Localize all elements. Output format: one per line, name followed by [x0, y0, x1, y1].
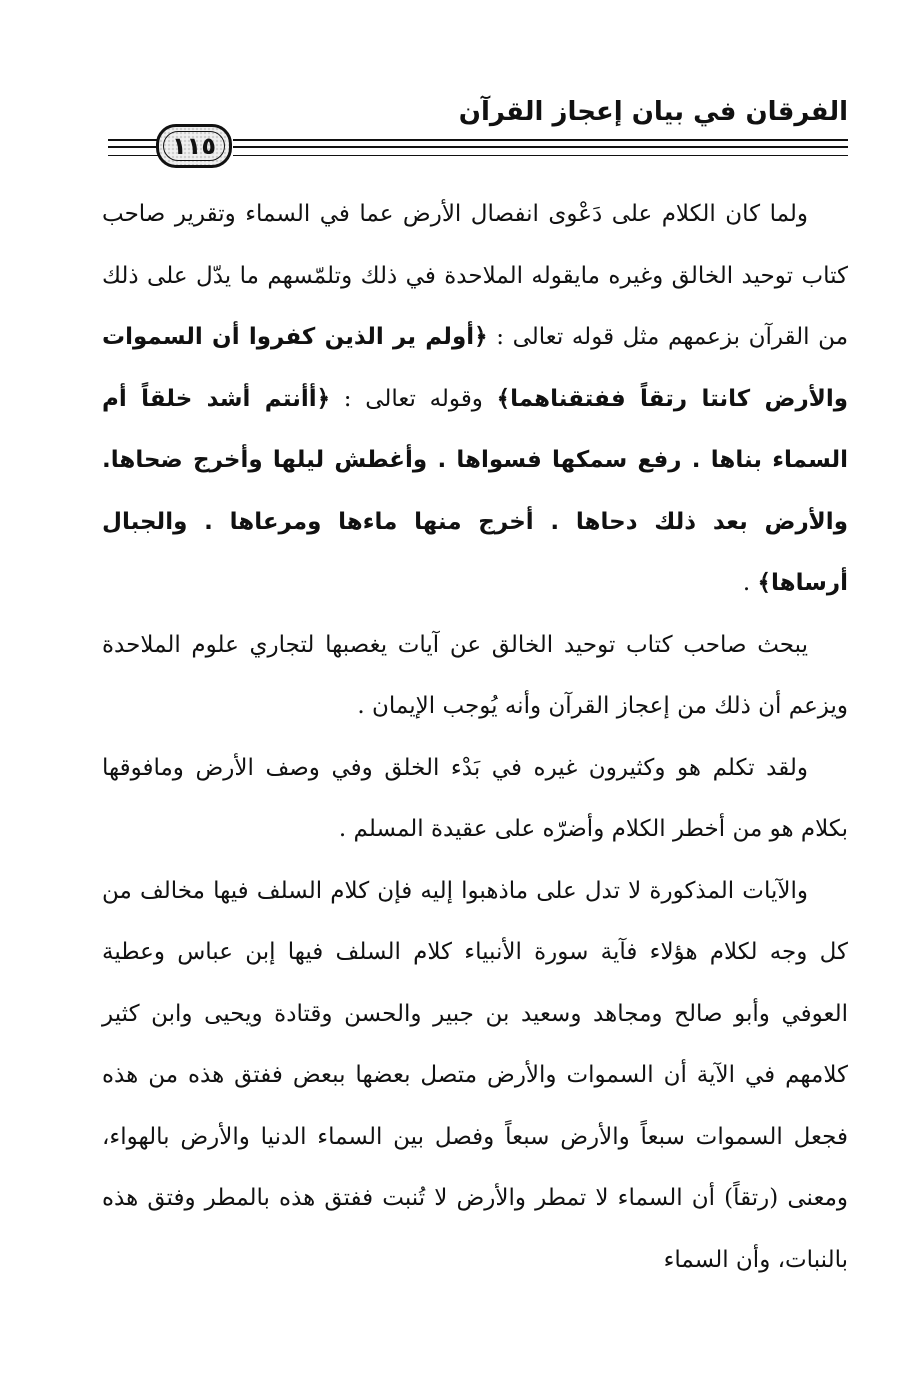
paragraph: [102, 738, 848, 861]
header-rule: [108, 146, 158, 148]
paragraph-text: وقوله تعالى :: [330, 385, 497, 412]
header-rule: [233, 155, 848, 156]
header-rule: [233, 139, 848, 141]
quran-verse: ﴿أولم ير الذين كفروا أن السموات والأرض كانتا رتقاً ففتقناهما﴾: [102, 324, 849, 412]
header-rule: [233, 146, 848, 148]
page-number: ١١٥: [172, 132, 216, 160]
paragraph: [102, 615, 848, 738]
page-number-badge: [156, 124, 232, 168]
paragraph: [102, 184, 848, 615]
header-rule: [108, 139, 158, 141]
paragraph-text: والآيات المذكورة لا تدل على ماذهبوا إليه فإن كلام السلف فيها مخالف من كل وجه لكلام هؤلاء فآية سورة الأنبياء كلام السلف فيها إبن عباس وعطية العوفي وأبو صالح ومجاهد وسعيد بن جبير والحسن وقتادة ويحيى وابن كثير كلامهم في الآية أن السموات والأرض متصل بعضها ببعض ففتق هذه من هذه فجعل السموات سبعاً والأرض سبعاً وفصل بين السماء الدنيا والأرض بالهواء، ومعنى (رتقاً) أن السماء لا تمطر والأرض لا تُنبت ففتق هذه بالمطر وفتق هذه بالنبات، وأن السماء: [102, 877, 848, 1273]
paragraph-text: يبحث صاحب كتاب توحيد الخالق عن آيات يغصبها لتجاري علوم الملاحدة ويزعم أن ذلك من إعجاز القرآن وأنه يُوجب الإيمان .: [102, 631, 848, 719]
quran-verse: ﴿أأنتم أشد خلقاً أم السماء بناها . رفع سمكها فسواها . وأغطش ليلها وأخرج ضحاها. والأرض بعد ذلك دحاها . أخرج منها ماءها ومرعاها . والجبال أرساها﴾: [102, 385, 848, 596]
paragraph-text: ولما كان الكلام على دَعْوى انفصال الأرض عما في السماء وتقرير صاحب كتاب توحيد الخالق وغيره مايقوله الملاحدة في ذلك وتلمّسهم ما يدّل على ذلك من القرآن بزعمهم مثل قوله تعالى :: [102, 201, 849, 350]
header-rule: [108, 155, 158, 156]
running-header-title: الفرقان في بيان إعجاز القرآن: [458, 97, 848, 127]
paragraph-text: .: [742, 570, 758, 596]
paragraph-text: ولقد تكلم هو وكثيرون غيره في بَدْء الخلق وفي وصف الأرض ومافوقها بكلام هو من أخطر الكلام وأضرّه على عقيدة المسلم .: [102, 754, 848, 842]
paragraph: [102, 861, 848, 1292]
body-text: [102, 184, 848, 1291]
